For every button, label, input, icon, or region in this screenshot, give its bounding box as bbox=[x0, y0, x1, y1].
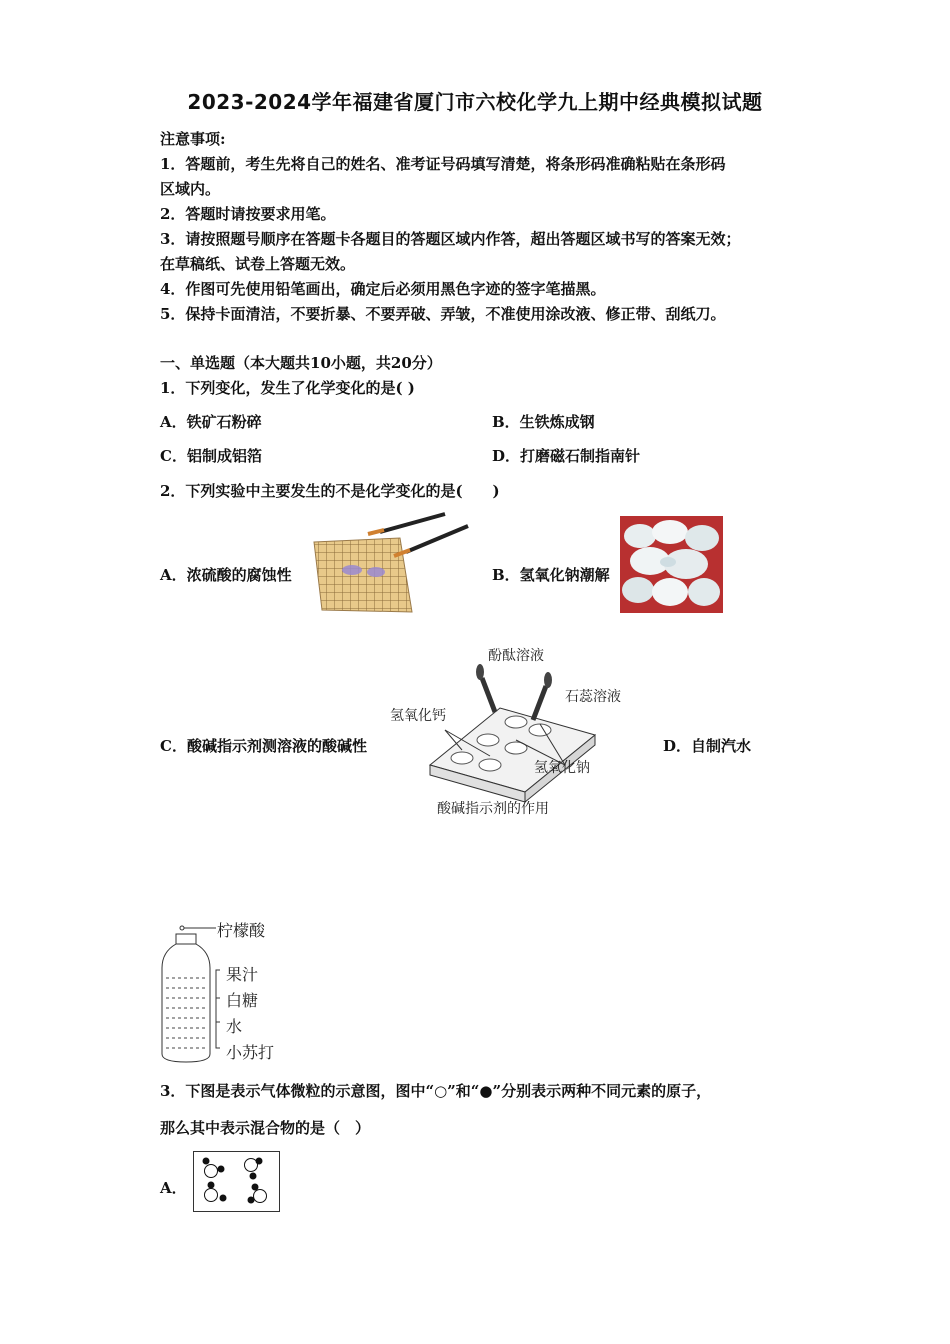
section-heading: 一、单选题（本大题共10小题，共20分） bbox=[160, 354, 442, 372]
notice-line: 在草稿纸、试卷上答题无效。 bbox=[160, 255, 356, 273]
sulfuric-acid-paper-figure bbox=[310, 512, 480, 614]
q3-stem: 3．下图是表示气体微粒的示意图，图中“○”和“●”分别表示两种不同元素的原子， bbox=[160, 1082, 712, 1100]
naoh-flakes-photo bbox=[620, 516, 723, 613]
q1-stem: 1．下列变化，发生了化学变化的是( ) bbox=[160, 379, 415, 397]
notice-line: 4．作图可先使用铅笔画出，确定后必须用黑色字迹的签字笔描黑。 bbox=[160, 280, 606, 298]
q2-option-a: A．浓硫酸的腐蚀性 bbox=[160, 566, 292, 584]
label-sodium-hydroxide: 氢氧化钠 bbox=[534, 760, 590, 776]
label-citric-acid: 柠檬酸 bbox=[217, 921, 266, 940]
q2-stem: 2．下列实验中主要发生的不是化学变化的是( ) bbox=[160, 482, 500, 500]
label-water: 水 bbox=[226, 1017, 243, 1036]
label-litmus: 石蕊溶液 bbox=[565, 689, 621, 705]
page-title: 2023-2024学年福建省厦门市六校化学九上期中经典模拟试题 bbox=[187, 90, 763, 114]
notice-line: 1．答题前，考生先将自己的姓名、准考证号码填写清楚，将条形码准确粘贴在条形码 bbox=[160, 155, 726, 173]
notice-line: 5．保持卡面清洁，不要折暴、不要弄破、弄皱，不准使用涂改液、修正带、刮纸刀。 bbox=[160, 305, 726, 323]
notice-line: 区域内。 bbox=[160, 180, 221, 198]
q3-option-a: A． bbox=[160, 1179, 187, 1197]
notice-heading: 注意事项: bbox=[160, 130, 226, 148]
q1-option-c: C．铝制成铝箔 bbox=[160, 447, 262, 465]
q1-option-d: D．打磨磁石制指南针 bbox=[492, 447, 641, 465]
q1-option-a: A．铁矿石粉碎 bbox=[160, 413, 262, 431]
label-baking-soda: 小苏打 bbox=[226, 1043, 275, 1062]
figure-caption: 酸碱指示剂的作用 bbox=[437, 801, 549, 817]
notice-line: 2．答题时请按要求用笔。 bbox=[160, 205, 336, 223]
notice-line: 3．请按照题号顺序在答题卡各题目的答题区域内作答，超出答题区域书写的答案无效； bbox=[160, 230, 741, 248]
q2-option-c: C．酸碱指示剂测溶液的酸碱性 bbox=[160, 737, 367, 755]
label-juice: 果汁 bbox=[226, 965, 259, 984]
q3-stem-cont: 那么其中表示混合物的是（ ） bbox=[160, 1119, 371, 1137]
label-sugar: 白糖 bbox=[226, 991, 259, 1010]
q2-option-b: B．氢氧化钠潮解 bbox=[492, 566, 610, 584]
label-calcium-hydroxide: 氢氧化钙 bbox=[390, 708, 446, 724]
q2-option-d: D．自制汽水 bbox=[663, 737, 752, 755]
q1-option-b: B．生铁炼成钢 bbox=[492, 413, 595, 431]
label-phenolphthalein: 酚酞溶液 bbox=[488, 648, 544, 664]
q3-molecule-diagram-a bbox=[193, 1151, 280, 1212]
